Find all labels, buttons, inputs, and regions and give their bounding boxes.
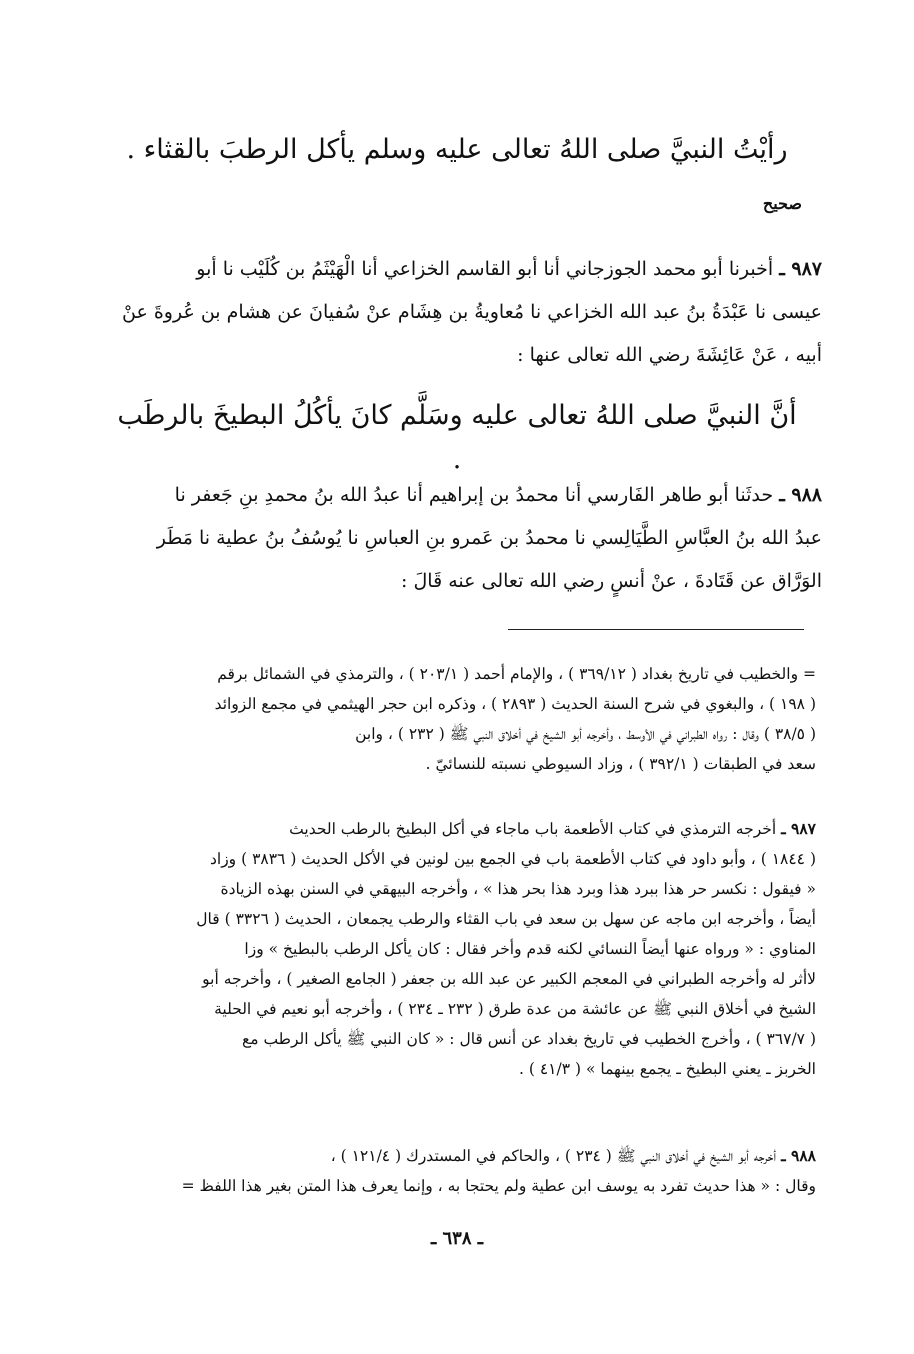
hadith-number: ٩٨٧ ـ: [779, 258, 822, 280]
footnote-line: الشيخ في أخلاق النبي ﷺ عن عائشة من عدة طرق ( ٢٣٢ ـ ٢٣٤ ) ، وأخرجه أبو نعيم في الحلية: [214, 1000, 816, 1018]
footnote-line: ( ٣٦٧/٧ ) ، وأخرج الخطيب في تاريخ بغداد عن أنس قال : « كان النبي ﷺ يأكل الرطب مع: [241, 1030, 816, 1048]
page-number: ـ ٦٣٨ ـ: [430, 1228, 484, 1249]
hadith-987-isnad: [92, 248, 822, 377]
footnote-line: المناوي : « ورواه عنها أيضاً النسائي لكنه قدم وأخر فقال : كان يأكل الرطب بالبطيخ » وزا: [244, 940, 816, 958]
footnote-number: ٩٨٧ ـ: [781, 819, 816, 838]
isnad-text: حدثَنا أبو طاهر الفَارسي أنا محمدُ بن إبراهيم أنا عبدُ الله بنُ محمدِ بنِ جَعفر نا: [174, 484, 774, 506]
footnote-text: أخرجه الترمذي في كتاب الأطعمة باب ماجاء في أكل البطيخ بالرطب الحديث: [289, 820, 777, 838]
footnote-number: ٩٨٨ ـ: [781, 1146, 816, 1165]
footnote-separator: [508, 629, 804, 630]
isnad-line: أبيه ، عَنْ عَائِشَةَ رضي الله تعالى عنها :: [517, 344, 822, 366]
footnote-line: ( ١٩٨ ) ، والبغوي في شرح السنة الحديث ( ٢٨٩٣ ) ، وذكره ابن حجر الهيثمي في مجمع الزوائد: [214, 695, 816, 713]
hadith-988-isnad: [92, 474, 822, 603]
isnad-line: عيسى نا عَبْدَةُ بنُ عبد الله الخزاعي نا مُعاويةُ بن هِشَام عنْ سُفيانَ عن هشام بن عُروةَ عنْ: [122, 301, 822, 323]
isnad-line: عبدُ الله بنُ العبَّاسِ الطَّيَالِسي نا محمدُ بن عَمرو بنِ العباسِ نا يُوسُفُ بنُ عطية نا مَطَر: [156, 527, 822, 549]
footnote-line: لاأثر له وأخرجه الطبراني في المعجم الكبير عن عبد الله بن جعفر ( الجامع الصغير ) ، وأخرجه أبو: [202, 970, 816, 988]
footnote-line: الخربز ـ يعني البطيخ ـ يجمع بينهما » ( ٤١/٣ ) .: [519, 1060, 816, 1078]
hadith-987-matn: أنَّ النبيَّ صلى اللهُ تعالى عليه وسَلَّم كانَ يأكُلُ البطيخَ بالرطَب .: [117, 400, 797, 475]
footnote-line: ( ١٨٤٤ ) ، وأبو داود في كتاب الأطعمة باب في الجمع بين لونين في الأكل الحديث ( ٣٨٣٦ ) وزاد: [209, 850, 816, 868]
footnote-987: [96, 814, 816, 1084]
footnote-988: [96, 1141, 816, 1201]
isnad-text: أخبرنا أبو محمد الجوزجاني أنا أبو القاسم الخزاعي أنا الْهَيْثَمُ بن كُلَيْب نا أبو: [196, 258, 774, 280]
footnote-line: أيضاً ، وأخرجه ابن ماجه عن سهل بن سعد في باب القثاء والرطب يجمعان ، الحديث ( ٣٣٢٦ ) قال: [196, 910, 816, 928]
isnad-line: [92, 474, 822, 517]
footnote-line: = والخطيب في تاريخ بغداد ( ٣٦٩/١٢ ) ، والإمام أحمد ( ٢٠٣/١ ) ، والترمذي في الشمائل برقم: [217, 665, 816, 683]
footnote-line: وقال : « هذا حديث تفرد به يوسف ابن عطية ولم يحتجا به ، وإنما يعرف هذا المتن بغير هذا اللفظ =: [181, 1177, 816, 1195]
hadith-number: ٩٨٨ ـ: [779, 484, 822, 506]
footnote-line: [96, 1141, 816, 1171]
footnote-line: « فيقول : نكسر حر هذا ببرد هذا وبرد هذا بحر هذا » ، وأخرجه البيهقي في السنن بهذه الزيادة: [220, 880, 816, 898]
footnote-text: أخرجه أبو الشيخ في أخلاق النبي ﷺ ( ٢٣٤ ) ، والحاكم في المستدرك ( ١٢١/٤ ) ،: [330, 1147, 777, 1165]
footnote-line: [96, 814, 816, 844]
footnote-continuation: [96, 659, 816, 779]
hadith-986-text: رأيْتُ النبيَّ صلى اللهُ تعالى عليه وسلم يأكل الرطبَ بالقثاء .: [126, 134, 788, 165]
isnad-line: [92, 248, 822, 291]
footnote-line: سعد في الطبقات ( ٣٩٢/١ ) ، وزاد السيوطي نسبته للنسائيّ .: [425, 755, 816, 773]
isnad-line: الوَرَّاق عن قَتَادةَ ، عنْ أنسٍ رضي الله تعالى عنه قَالَ :: [401, 570, 822, 592]
footnote-line: ( ٣٨/٥ ) وقال : رواه الطبراني في الأوسط ، وأخرجه أبو الشيخ في أخلاق النبي ﷺ ( ٢٣٢ ) ، وابن: [355, 725, 816, 743]
hadith-grade: صحيح: [762, 194, 802, 213]
